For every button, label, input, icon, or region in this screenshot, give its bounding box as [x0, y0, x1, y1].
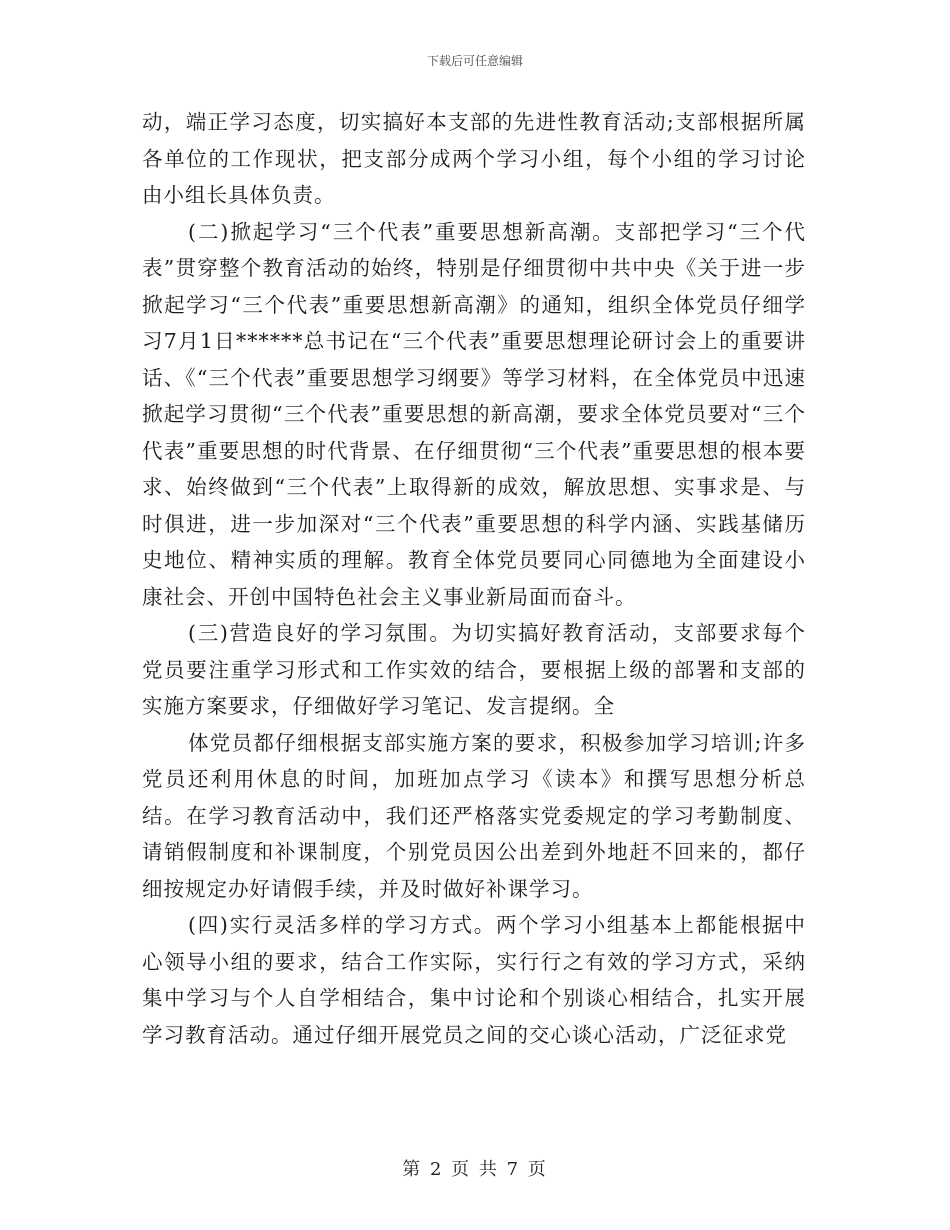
- page-header: 下载后可任意编辑: [426, 54, 523, 68]
- paragraph-2: (二)掀起学习“三个代表”重要思想新高潮。支部把学习“三个代表”贯穿整个教育活动的始终，特别是仔细贯彻中共中央《关于进一步掀起学习“三个代表”重要思想新高潮》的通知，组织全体党员仔细学习7月1日******总书记在“三个代表”重要思想理论研讨会上的重要讲话、《“三个代表”重要思想学习纲要》等学习材料，在全体党员中迅速掀起学习贯彻“三个代表”重要思想的新高潮，要求全体党员要对“三个代表”重要思想的时代背景、在仔细贯彻“三个代表”重要思想的根本要求、始终做到“三个代表”上取得新的成效，解放思想、实事求是、与时俱进，进一步加深对“三个代表”重要思想的科学内涵、实践基储历史地位、精神实质的理解。教育全体党员要同心同德地为全面建设小康社会、开创中国特色社会主义事业新局面而奋斗。: [142, 219, 806, 609]
- paragraph-3: (三)营造良好的学习氛围。为切实搞好教育活动，支部要求每个党员要注重学习形式和工作实效的结合，要根据上级的部署和支部的实施方案要求，仔细做好学习笔记、发言提纲。全: [142, 621, 806, 718]
- paragraph-4: 体党员都仔细根据支部实施方案的要求，积极参加学习培训;许多党员还利用休息的时间，加班加点学习《读本》和撰写思想分析总结。在学习教育活动中，我们还严格落实党委规定的学习考勤制度、请销假制度和补课制度，个别党员因公出差到外地赶不回来的，都仔细按规定办好请假手续，并及时做好补课学习。: [142, 730, 806, 901]
- paragraph-5: (四)实行灵活多样的学习方式。两个学习小组基本上都能根据中心领导小组的要求，结合工作实际，实行行之有效的学习方式，采纳集中学习与个人自学相结合，集中讨论和个别谈心相结合，扎实开展学习教育活动。通过仔细开展党员之间的交心谈心活动，广泛征求党: [142, 913, 806, 1047]
- page-number: 第 2 页 共 7 页: [402, 1159, 548, 1180]
- document-body: [142, 104, 806, 1053]
- paragraph-1: 动，端正学习态度，切实搞好本支部的先进性教育活动;支部根据所属各单位的工作现状，把支部分成两个学习小组，每个小组的学习讨论由小组长具体负责。: [142, 110, 806, 207]
